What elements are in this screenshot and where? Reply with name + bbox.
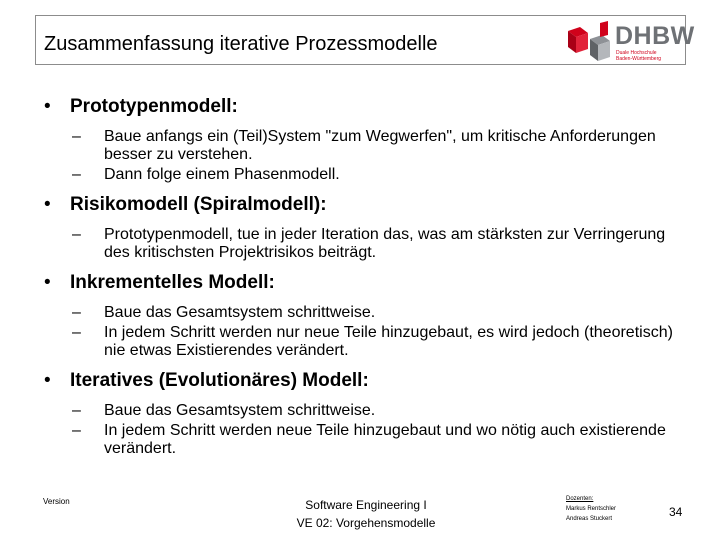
list-item	[72, 324, 684, 360]
list-item-text: In jedem Schritt werden nur neue Teile hinzugebaut, es wird jedoch (theoretisch) nie etwas Existierendes verändert.	[104, 324, 673, 359]
list-item	[72, 128, 684, 164]
dash-icon: –	[72, 422, 81, 439]
slide-title: Zusammenfassung iterative Prozessmodelle	[44, 33, 438, 55]
lecturer-name: Markus Rentschler	[566, 506, 617, 512]
topic-risikomodell	[44, 194, 684, 262]
topic-heading	[44, 194, 684, 216]
topic-heading	[44, 96, 684, 118]
dash-icon: –	[72, 226, 81, 243]
dash-icon: –	[72, 402, 81, 419]
title-bar	[35, 15, 695, 65]
list-item-text: Baue das Gesamtsystem schrittweise.	[104, 402, 376, 419]
list-item	[72, 422, 684, 458]
dhbw-logo-mark-icon	[564, 21, 614, 63]
footer-version: Version	[43, 497, 70, 506]
list-item-text: Baue anfangs ein (Teil)System "zum Wegwerfen", um kritische Anforderungen besser zu verstehen.	[104, 128, 656, 163]
topic-inkrementelles-modell	[44, 272, 684, 360]
topic-heading-text: Iteratives (Evolutionäres) Modell:	[70, 370, 369, 391]
bullet-icon: •	[44, 370, 51, 391]
list-item-text: In jedem Schritt werden neue Teile hinzugebaut und wo nötig auch existierende verändert.	[104, 422, 666, 457]
logo-wordmark: DHBW	[615, 22, 695, 50]
course-name: Software Engineering I	[305, 498, 427, 512]
topic-heading-text: Risikomodell (Spiralmodell):	[70, 194, 327, 215]
topic-heading	[44, 370, 684, 392]
footer-lecturers	[566, 494, 616, 524]
topic-prototypenmodell	[44, 96, 684, 184]
list-item-text: Dann folge einem Phasenmodell.	[104, 166, 340, 183]
list-item	[72, 304, 684, 322]
bullet-icon: •	[44, 194, 51, 215]
list-item	[72, 226, 684, 262]
list-item	[72, 166, 684, 184]
dash-icon: –	[72, 166, 81, 183]
lecture-unit: VE 02: Vorgehensmodelle	[296, 516, 436, 530]
logo-subtitle-line2: Baden-Württemberg	[616, 56, 662, 62]
list-item-text: Prototypenmodell, tue in jeder Iteration das, was am stärksten zur Verringerung des kritischsten Projektrisikos beiträgt.	[104, 226, 666, 261]
dhbw-logo	[564, 21, 695, 63]
dash-icon: –	[72, 324, 81, 341]
bullet-icon: •	[44, 96, 51, 117]
topic-iteratives-modell	[44, 370, 684, 458]
footer-course	[266, 496, 466, 532]
topic-items	[72, 128, 684, 184]
topic-heading-text: Inkrementelles Modell:	[70, 272, 275, 293]
dash-icon: –	[72, 128, 81, 145]
bullet-icon: •	[44, 272, 51, 293]
list-item-text: Baue das Gesamtsystem schrittweise.	[104, 304, 376, 321]
logo-subtitle	[616, 50, 661, 62]
dash-icon: –	[72, 304, 81, 321]
topic-items	[72, 304, 684, 360]
logo-subtitle-line1: Duale Hochschule	[616, 50, 657, 56]
slide-content	[44, 96, 684, 468]
page-number: 34	[669, 505, 683, 519]
lecturers-label: Dozenten:	[566, 496, 594, 502]
topic-items	[72, 226, 684, 262]
topic-items	[72, 402, 684, 458]
topic-heading-text: Prototypenmodell:	[70, 96, 238, 117]
topic-heading	[44, 272, 684, 294]
lecturer-name: Andreas Stuckert	[566, 516, 613, 522]
list-item	[72, 402, 684, 420]
